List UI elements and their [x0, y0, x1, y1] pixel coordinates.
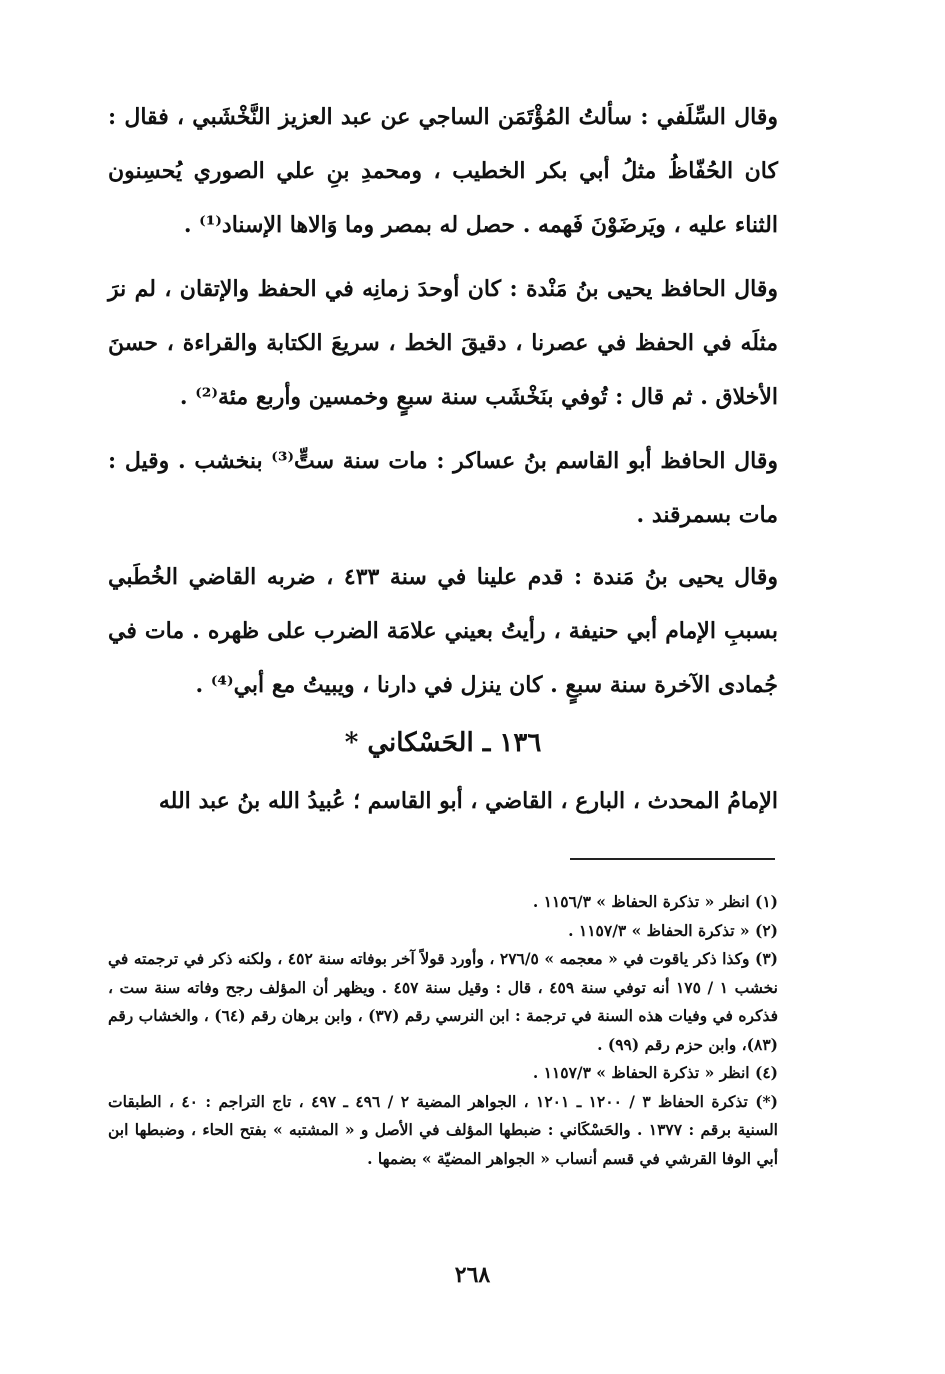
footnote-2: (٢) « تذكرة الحفاظ » ١١٥٧/٣ . [568, 920, 778, 940]
paragraph-sillafi: وقال السِّلَفي : سألتُ المُؤْتَمَن الساجي عن عبد العزيز النَّخْشَبي ، فقال : كان الحُفّاظُ مثلُ أبي بكر الخطيب ، ومحمدِ بنِ علي الصوري يُحسِنون الثناء عليه ، ويَرضَوْنَ فَهمه . حصل له بمصر وما وَالاها الإسناد⁽¹⁾ . [108, 104, 778, 238]
footnote-1: (١) انظر « تذكرة الحفاظ » ١١٥٦/٣ . [532, 892, 778, 911]
paragraph-qadi-khutabi: وقال يحيى بنُ مَندة : قدم علينا في سنة ٤٣٣ ، ضربه القاضي الخُطَبي بسببِ الإمام أبي حنيفة ، رأيتُ بعيني علامَة الضرب على ظهره . مات في جُمادى الآخرة سنة سبعٍ . كان ينزل في دارنا ، ويبيتُ مع أبي⁽⁴⁾ . [108, 564, 778, 698]
footnotes [108, 888, 778, 1173]
footnote-4: (٤) انظر « تذكرة الحفاظ » ١١٥٧/٣ . [532, 1063, 778, 1082]
page-number: ٢٦٨ [454, 1262, 491, 1288]
intro-paragraph: الإمامُ المحدث ، البارع ، القاضي ، أبو القاسم ؛ عُبيدُ الله بنُ عبد الله [158, 788, 778, 814]
paragraph-ibn-asakir: وقال الحافظ أبو القاسم بنُ عساكر : مات سنة ستٍّ⁽³⁾ بنخشب . وقيل : مات بسمرقند . [108, 448, 778, 528]
footnote-3: (٣) وكذا ذكر ياقوت في « معجمه » ٢٧٦/٥ ، وأورد قولاً آخر بوفاته سنة ٤٥٢ ، ولكنه ذكر في ترجمته في نخشب ١ / ١٧٥ أنه توفي سنة ٤٥٩ ، قال : وقيل سنة ٤٥٧ . ويظهر أن المؤلف رجح وفاته سنة ست ، فذكره في وفيات هذه السنة في ترجمة : ابن النرسي رقم (٣٧) ، وابن برهان رقم (٦٤) ، والخشاب رقم (٨٣)، وابن حزم رقم (٩٩) . [108, 949, 778, 1054]
footnote-separator [570, 858, 775, 860]
footnote-star: (*) تذكرة الحفاظ ٣ / ١٢٠٠ ـ ١٢٠١ ، الجواهر المضية ٢ / ٤٩٦ ـ ٤٩٧ ، تاج التراجم : ٤٠ ، الطبقات السنية برقم : ١٣٧٧ . والحَسْكَاني : ضبطها المؤلف في الأصل و « المشتبه » بفتح الحاء ، وضبطها ابن أبي الوفا القرشي في قسم أنساب « الجواهر المضيّة » بضمها . [108, 1091, 778, 1168]
paragraph-yahya-ibn-manda: وقال الحافظ يحيى بنُ مَنْدة : كان أوحدَ زمانِه في الحفظ والإتقان ، لم نرَ مثلَه في الحفظ في عصرنا ، دقيقَ الخط ، سريعَ الكتابة والقراءة ، حسنَ الأخلاق . ثم قال : تُوفي بنَخْشَب سنة سبعٍ وخمسين وأربع مئة⁽²⁾ . [108, 276, 778, 410]
section-heading: ١٣٦ ـ الحَسْكاني * [344, 728, 542, 758]
